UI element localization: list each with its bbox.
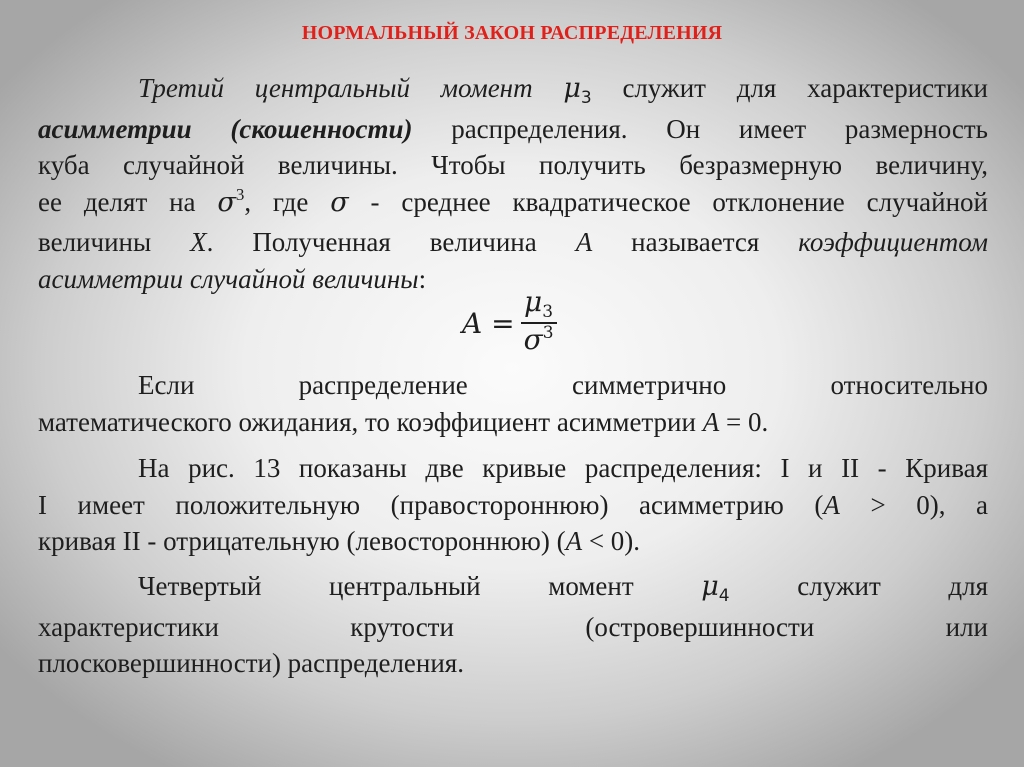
p3-line3: кривая II - отрицательную (левостороннюю) (A < 0). xyxy=(38,526,641,557)
p3-line2: I имеет положительную (правостороннюю) асимметрию (A > 0), а xyxy=(38,489,989,520)
sigma-symbol: σ xyxy=(330,186,349,218)
formula-lhs: A = xyxy=(462,306,515,340)
paragraph-symmetric xyxy=(38,367,988,440)
asymmetry-formula xyxy=(462,285,557,358)
mu-symbol: μ xyxy=(563,73,581,104)
p1-line6: асимметрии случайной величины: xyxy=(38,263,427,294)
p1-line5: величины X. Полученная величина A называется коэффициентом xyxy=(38,227,988,258)
p2-line1: Если распределение симметрично относительно xyxy=(138,370,988,400)
p2-line2: математического ожидания, то коэффициент асимметрии A = 0. xyxy=(38,406,769,437)
paragraph-figure-13 xyxy=(38,450,988,560)
p1-line1: Третий центральный момент $\mu_3$ служит для характеристики xyxy=(138,73,988,108)
formula-numerator: $\mu_3$ xyxy=(524,285,554,322)
p4-line1: Четвертый центральный момент $\mu_4$ служит для xyxy=(138,571,988,606)
sigma-symbol: σ xyxy=(217,186,236,218)
p3-line1: На рис. 13 показаны две кривые распределения: I и II - Кривая xyxy=(138,453,988,483)
paragraph-fourth-moment xyxy=(38,568,988,682)
paragraph-third-moment xyxy=(38,70,988,298)
formula-fraction xyxy=(521,286,557,360)
p1-line2: асимметрии (скошенности) распределения. Он имеет размерность xyxy=(38,113,988,144)
formula-denominator: $\sigma^3$ xyxy=(523,323,554,356)
p4-line3: плосковершинности) распределения. xyxy=(38,648,464,679)
p1-line4: ее делят на $\sigma^3$, где σ - среднее квадратическое отклонение случайной xyxy=(38,184,988,218)
mu-symbol: μ xyxy=(701,571,719,602)
p4-line2: характеристики крутости (островершинности или xyxy=(38,611,988,642)
p1-line3: куба случайной величины. Чтобы получить безразмерную величину, xyxy=(38,150,988,181)
slide-title: НОРМАЛЬНЫЙ ЗАКОН РАСПРЕДЕЛЕНИЯ xyxy=(301,22,723,44)
